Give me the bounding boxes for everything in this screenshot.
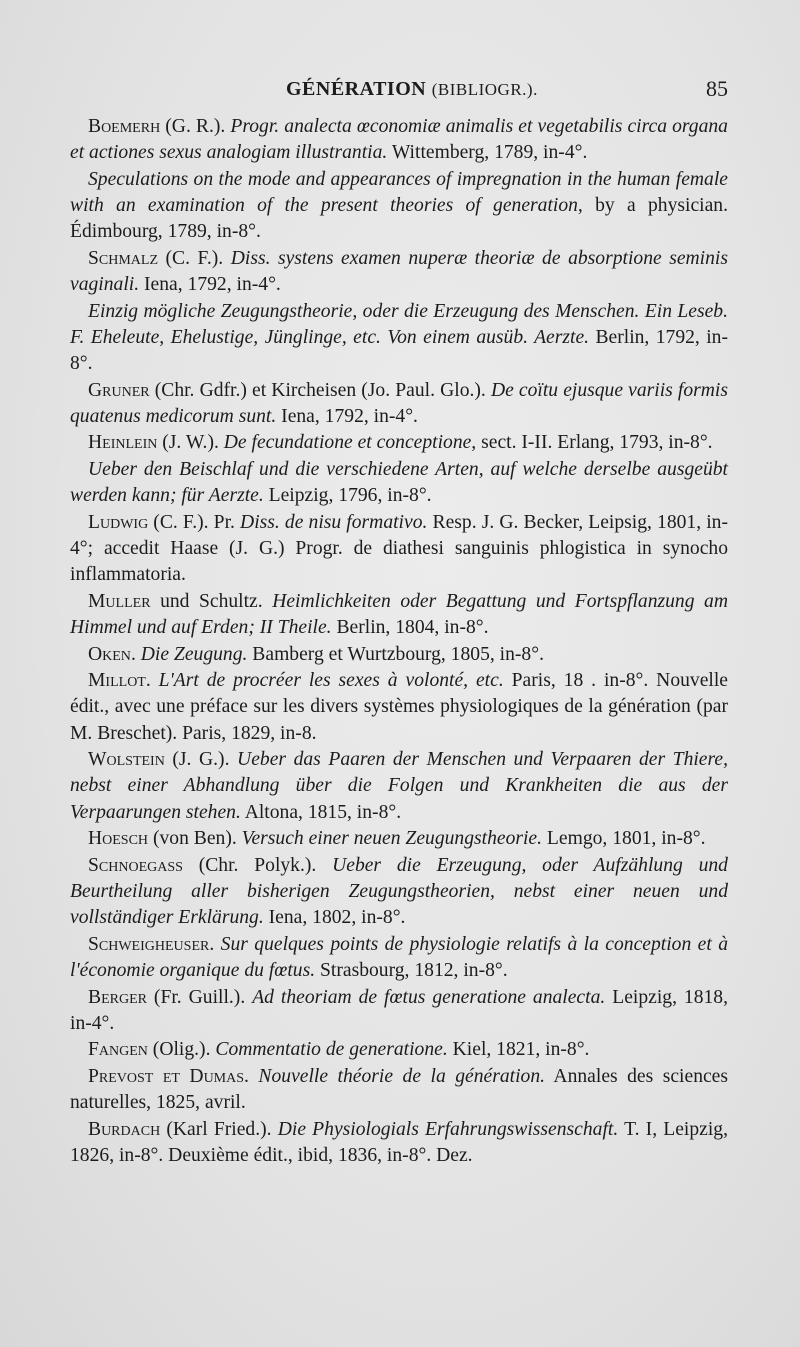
bibliography-entry: [70, 378, 728, 430]
bibliography-entry: [70, 747, 728, 826]
entry-author-details: (J. G.).: [164, 749, 238, 771]
bibliography-entry: [70, 668, 728, 747]
entry-title: Einzig mögliche Zeugungstheorie, oder die Erzeugung des Menschen. Ein Leseb. F. Eheleute, Ehelustige, Jünglinge, etc. Von einem ausüb. Aerzte.: [70, 300, 728, 348]
entry-author: Hoesch: [88, 828, 149, 850]
entry-publication: Resp. J. G. Becker, Leipsig, 1801, in-4°; accedit Haase (J. G.) Progr. de diathesi sanguinis phlogistica in synocho inflammatoria.: [70, 511, 728, 586]
entry-publication: Berlin, 1804, in-8°.: [331, 616, 489, 638]
bibliography-entry: [70, 1064, 728, 1116]
entry-title: Ueber das Paaren der Menschen und Verpaaren der Thiere, nebst einer Abhandlung über die Folgen und Krankheiten die aus der Verpaarungen stehen.: [70, 749, 728, 823]
entry-publication: T. I, Leipzig, 1826, in-8°. Deuxième édit., ibid, 1836, in-8°. Dez.: [70, 1118, 728, 1166]
entry-title: Die Physiologials Erfahrungswissenschaft.: [277, 1118, 619, 1140]
page-number: 85: [706, 76, 728, 101]
entry-author-details: .: [244, 1065, 259, 1087]
entry-title: Diss. systens examen nuperæ theoriæ de absorptione seminis vaginali.: [70, 247, 728, 295]
entry-title: Versuch einer neuen Zeugungstheorie.: [241, 828, 543, 850]
entry-publication: Altona, 1815, in-8°.: [240, 801, 402, 823]
entry-author-details: und Schultz.: [150, 590, 273, 612]
bibliography-entry: [70, 510, 728, 589]
entry-author: Heinlein: [88, 432, 158, 454]
entry-author: Fangen: [88, 1039, 148, 1061]
entry-title: Diss. de nisu formativo.: [240, 511, 428, 533]
entry-title: De coïtu ejusque variis formis quatenus medicorum sunt.: [70, 379, 729, 427]
bibliography-entry: [70, 299, 728, 378]
entry-author: Prevost et Dumas: [88, 1065, 245, 1087]
entry-author: Gruner: [88, 379, 150, 401]
entry-publication: Leipzig, 1796, in-8°.: [263, 485, 432, 507]
entry-title: Progr. analecta œconomiæ animalis et vegetabilis circa organa et actiones sexus analogiam illustrantia.: [70, 116, 728, 164]
bibliography-entry: [70, 853, 728, 932]
bibliography-entry: [70, 932, 728, 984]
entry-publication: Kiel, 1821, in-8°.: [447, 1039, 590, 1061]
entry-publication: Berlin, 1792, in-8°.: [70, 326, 728, 374]
entry-title: Commentatio de generatione.: [215, 1039, 448, 1061]
bibliography-entry: [70, 457, 728, 509]
entry-author: Wolstein: [88, 749, 165, 771]
bibliography-entry: [70, 1037, 728, 1063]
entry-publication: Paris, 18 . in-8°. Nouvelle édit., avec une préface sur les divers systèmes physiologiques de la génération (par M. Breschet). Paris, 1829, in-8.: [70, 670, 728, 744]
entry-author: Schweigheuser: [88, 933, 210, 955]
entry-publication: Strasbourg, 1812, in-8°.: [315, 959, 508, 981]
entry-author-details: (G. R.).: [160, 116, 231, 137]
entry-title: L'Art de procréer les sexes à volonté, etc.: [158, 670, 504, 692]
entry-author: Schmalz: [88, 247, 159, 269]
page-header: [70, 74, 728, 114]
bibliography-entry: [70, 826, 728, 852]
entry-title: Heimlichkeiten oder Begattung und Fortspflanzung am Himmel und auf Erden; II Theile.: [70, 590, 728, 638]
bibliography-list: [70, 114, 728, 1170]
entry-author: Millot: [88, 670, 146, 692]
entry-author-details: (Karl Fried.).: [160, 1118, 278, 1140]
running-title-sub: (BIBLIOGR.).: [431, 80, 538, 99]
entry-publication: Bamberg et Wurtzbourg, 1805, in-8°.: [247, 643, 544, 665]
entry-title: Sur quelques points de physiologie relatifs à la conception et à l'économie organique du fœtus.: [70, 933, 729, 981]
entry-author: Ludwig: [88, 511, 149, 533]
entry-author: Oken: [88, 643, 131, 665]
entry-publication: Lemgo, 1801, in-8°.: [542, 828, 706, 850]
entry-title: Ad theoriam de fœtus generatione analecta.: [252, 986, 606, 1008]
entry-publication: Iena, 1792, in-4°.: [139, 274, 281, 295]
bibliography-entry: [70, 114, 728, 166]
entry-author-details: (Olig.).: [147, 1039, 216, 1061]
entry-author: Berger: [88, 986, 147, 1008]
entry-publication: Wittemberg, 1789, in-4°.: [387, 142, 588, 164]
bibliography-entry: [70, 985, 728, 1037]
entry-publication: Annales des sciences naturelles, 1825, avril.: [70, 1065, 729, 1114]
bibliography-entry: [70, 642, 728, 668]
bibliography-entry: [70, 589, 728, 641]
bibliography-entry: [70, 430, 728, 456]
bibliography-entry: [70, 167, 728, 246]
entry-author: Muller: [88, 590, 151, 612]
entry-author: Boemerh: [88, 116, 161, 137]
entry-author-details: .: [145, 670, 159, 692]
entry-author-details: (von Ben).: [148, 828, 242, 850]
entry-title: De fecundatione et conceptione,: [223, 432, 477, 454]
entry-author-details: (J. W.).: [157, 432, 224, 454]
entry-author: Burdach: [88, 1118, 161, 1140]
entry-title: Ueber den Beischlaf und die verschiedene Arten, auf welche derselbe ausgeübt werden kann; für Aerzte.: [70, 458, 728, 507]
entry-title: Ueber die Erzeugung, oder Aufzählung und Beurtheilung aller bisherigen Zeugungstheorien, nebst einer neuen und vollständiger Erklärung.: [70, 854, 728, 929]
bibliography-entry: [70, 1117, 728, 1169]
entry-author-details: (Chr. Polyk.).: [182, 854, 333, 876]
entry-title: Speculations on the mode and appearances of impregnation in the human female with an examination of the present theories of generation,: [70, 168, 728, 216]
entry-author-details: .: [130, 643, 141, 665]
entry-author: Schnoegass: [88, 854, 183, 876]
running-title: [286, 78, 538, 101]
entry-author-details: (C. F.).: [158, 247, 231, 269]
entry-publication: Leipzig, 1818, in-4°.: [70, 986, 729, 1034]
entry-publication: by a physician. Édimbourg, 1789, in-8°.: [70, 195, 728, 243]
entry-publication: Iena, 1802, in-8°.: [263, 907, 406, 929]
entry-author-details: (Chr. Gdfr.) et Kircheisen (Jo. Paul. Glo.).: [149, 379, 491, 401]
running-title-main: GÉNÉRATION: [286, 78, 427, 100]
entry-author-details: .: [209, 933, 221, 955]
entry-publication: sect. I-II. Erlang, 1793, in-8°.: [476, 432, 713, 454]
entry-author-details: (C. F.). Pr.: [148, 511, 241, 533]
bibliography-entry: [70, 246, 728, 298]
entry-title: Nouvelle théorie de la génération.: [258, 1065, 546, 1087]
entry-publication: Iena, 1792, in-4°.: [276, 405, 418, 427]
entry-author-details: (Fr. Guill.).: [146, 986, 253, 1008]
entry-title: Die Zeugung.: [140, 643, 248, 665]
